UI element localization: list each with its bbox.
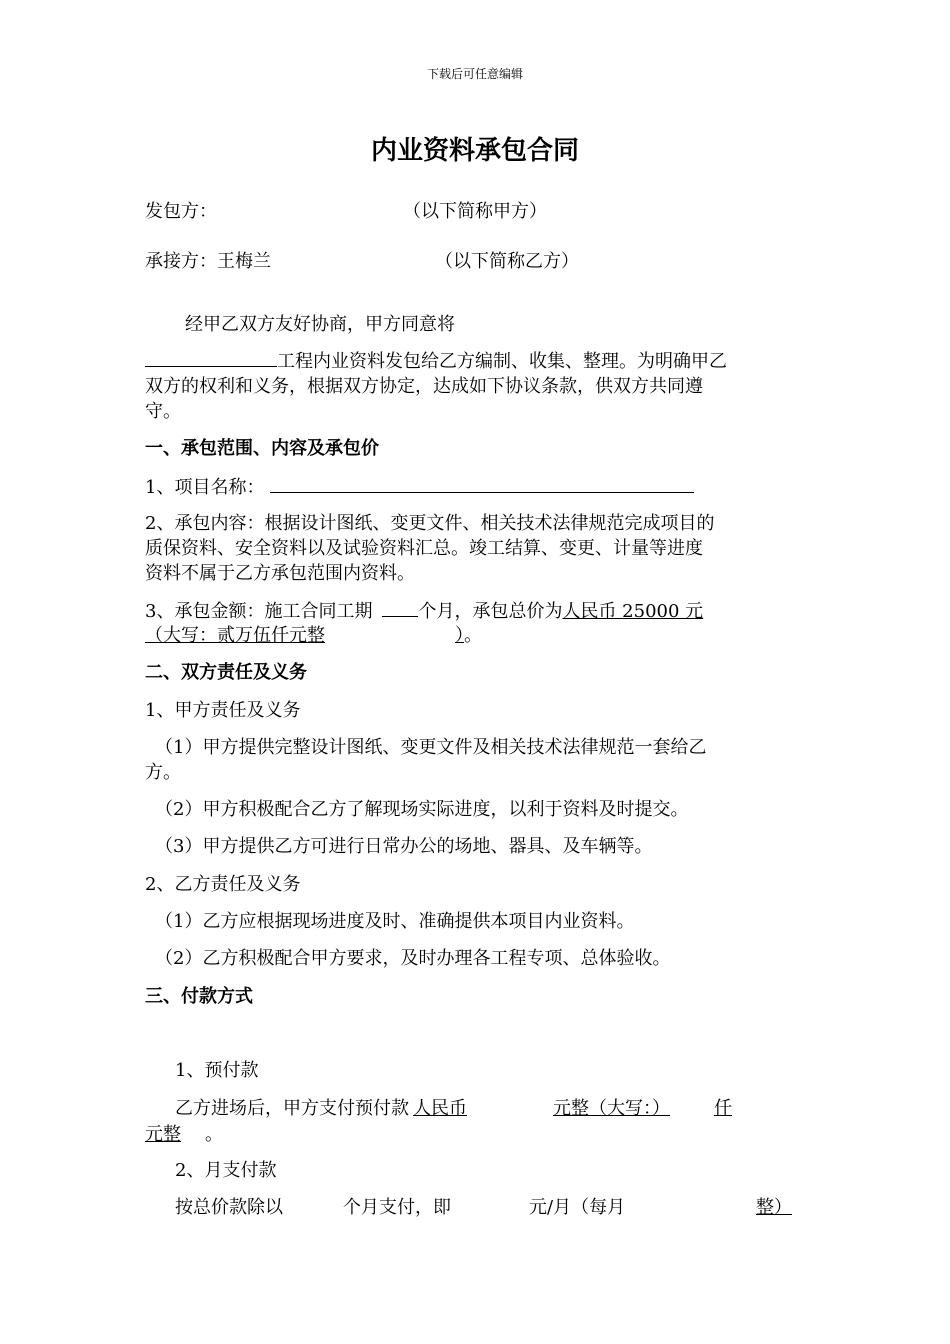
intro-line-2 (145, 348, 810, 374)
amount-uppercase: （大写：贰万伍仟元整 (145, 625, 325, 646)
prepayment-end: 仟 (714, 1098, 732, 1119)
contractor-label: 承接方：王梅兰 (145, 251, 271, 272)
scope-line-1: 2、承包内容：根据设计图纸、变更文件、相关技术法律规范完成项目的 (145, 513, 715, 534)
scope-line-3: 资料不属于乙方承包范围内资料。 (145, 563, 415, 584)
contractor-alias: （以下简称乙方） (435, 251, 579, 272)
employer-line (145, 199, 810, 224)
party-b-duties-title: 2、乙方责任及义务 (145, 874, 301, 895)
intro-line-3: 双方的权利和义务，根据双方协定，达成如下协议条款，供双方共同遵 (145, 376, 703, 397)
amount-mid: 个月，承包总价为 (418, 601, 563, 622)
employer-alias: （以下简称甲方） (403, 201, 547, 222)
section3-heading: 三、付款方式 (145, 986, 253, 1007)
contract-title: 内业资料承包合同 (370, 136, 579, 166)
party-b-duty-1: （1）乙方应根据现场进度及时、准确提供本项目内业资料。 (155, 911, 635, 932)
party-a-duty-1-line-2: 方。 (145, 762, 181, 783)
prepayment-line-2 (145, 1122, 810, 1147)
prepayment-end-mark: 。 (205, 1124, 223, 1145)
project-name-blank (270, 474, 694, 493)
party-b-duty-2: （2）乙方积极配合甲方要求，及时办理各工程专项、总体验收。 (155, 948, 671, 969)
section2-heading: 二、双方责任及义务 (145, 662, 307, 683)
prepayment-amount-blank (467, 1096, 553, 1121)
prepayment-mid: 元整（大写：） (553, 1098, 670, 1119)
monthly-title: 2、月支付款 (175, 1160, 277, 1181)
header-note: 下载后可任意编辑 (426, 67, 523, 81)
scope-line-2: 质保资料、安全资料以及试验资料汇总。竣工结算、变更、计量等进度 (145, 538, 703, 559)
contractor-line (145, 249, 810, 274)
monthly-d: 整） (756, 1197, 792, 1218)
amount-uppercase-blank (325, 623, 455, 648)
party-a-duty-1-line-1: （1）甲方提供完整设计图纸、变更文件及相关技术法律规范一套给乙 (155, 737, 707, 758)
monthly-a: 按总价款除以 (175, 1197, 283, 1218)
project-name-label: 1、项目名称： (145, 477, 265, 498)
amount-value: 人民币 25000 元 (562, 601, 704, 622)
period-blank (382, 598, 418, 617)
project-blank (145, 348, 277, 367)
intro-line-4: 守。 (145, 401, 181, 422)
prepayment-line-1 (175, 1096, 810, 1121)
amount-close: ） (455, 625, 464, 646)
amount-line-1 (145, 598, 810, 624)
party-a-duty-2: （2）甲方积极配合乙方了解现场实际进度，以利于资料及时提交。 (155, 799, 689, 820)
amount-prefix: 3、承包金额：施工合同工期 (145, 601, 373, 622)
prepayment-title: 1、预付款 (175, 1060, 259, 1081)
prepayment-yuan-blank (181, 1122, 205, 1147)
project-name-line (145, 474, 810, 500)
monthly-b: 个月支付，即 (343, 1197, 451, 1218)
employer-label: 发包方： (145, 201, 217, 222)
amount-end: 。 (464, 625, 482, 646)
party-a-duty-3: （3）甲方提供乙方可进行日常办公的场地、器具、及车辆等。 (155, 836, 653, 857)
prepayment-rmb: 人民币 (413, 1098, 467, 1119)
prepayment-prefix: 乙方进场后，甲方支付预付款 (175, 1098, 409, 1119)
monthly-line (175, 1195, 810, 1220)
party-a-duties-title: 1、甲方责任及义务 (145, 700, 301, 721)
amount-line-2 (145, 623, 810, 648)
prepayment-yuan: 元整 (145, 1124, 181, 1145)
section1-heading: 一、承包范围、内容及承包价 (145, 438, 379, 459)
intro-line-1: 经甲乙双方友好协商，甲方同意将 (185, 314, 455, 335)
prepayment-uppercase-blank (670, 1096, 714, 1121)
monthly-c: 元/月（每月 (529, 1197, 626, 1218)
intro-line-2-text: 工程内业资料发包给乙方编制、收集、整理。为明确甲乙 (277, 351, 727, 372)
